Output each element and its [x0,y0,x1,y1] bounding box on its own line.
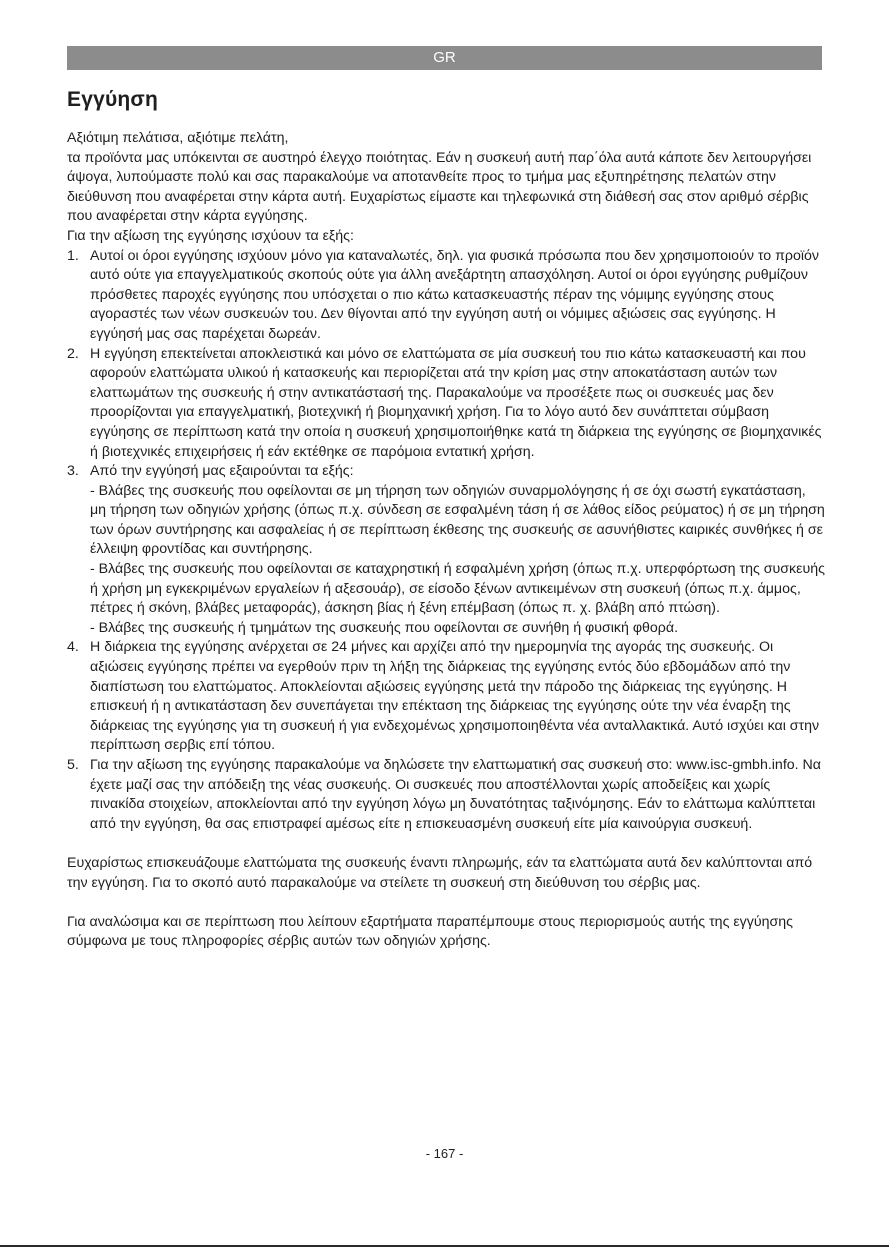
page-title: Εγγύηση [67,88,159,111]
item-text: Από την εγγύησή μας εξαιρούνται τα εξής: [90,463,354,480]
list-item [67,345,825,463]
consumables-paragraph: Για αναλώσιμα και σε περίπτωση που λείπουν εξαρτήματα παραπέμπουμε στους περιορισμούς αυτής της εγγύησης σύμφωνα με τους πληροφορίες σέρβις αυτών των οδηγιών χρήσης. [67,913,793,950]
exclusion-subitem: - Βλάβες της συσκευής ή τμημάτων της συσκευής που οφείλονται σε συνήθη ή φυσική φθορά. [90,619,679,636]
item-text: Για την αξίωση της εγγύησης παρακαλούμε να δηλώσετε την ελαττωματική σας συσκευή στο: www.isc-gmbh.info. Να έχετε μαζί σας την απόδειξη της νέας συσκευής. Οι συσκευές που αποστέλλονται χωρίς αποδείξεις και χωρίς πινακίδα στοιχείων, αποκλείονται από την εγγύηση λόγω μη δυνατότητας ταξινόμησης. Εάν το ελάττωμα καλύπτεται από την εγγύηση, θα σας επιστραφεί αμέσως είτε η επισκευασμένη συσκευή είτε μία καινούργια συσκευή. [90,757,821,832]
page-number: - 167 - [425,1146,464,1161]
item-number: 1. [67,247,79,264]
exclusion-subitem: - Βλάβες της συσκευής που οφείλονται σε καταχρηστική ή εσφαλμένη χρήση (όπως π.χ. υπερφόρτωση της συσκευής ή χρήση μη εγκεκριμένων εργαλείων ή αξεσουάρ), σε είσοδο ξένων αντικειμένων στη συσκευή (όπως π.χ. άμμος, πέτρες ή σκόνη, βλάβες μεταφοράς), άσκηση βίας ή ξένη επέμβαση (όπως π. χ. βλάβη από πτώση). [90,561,825,617]
item-text: Η εγγύηση επεκτείνεται αποκλειστικά και μόνο σε ελαττώματα σε μία συσκευή του πιο κάτω κατασκευαστή και που αφορούν ελαττώματα υλικού ή κατασκευής και περιορίζεται ατά την κρίση μας στην αποκατάσταση αυτών των ελαττωμάτων της συσκευής ή στην αντικατάστασή της. Παρακαλούμε να προσέξετε πως οι συσκευές μας δεν προορίζονται για επαγγελματική, βιοτεχνική ή βιομηχανική χρήση. Για το λόγο αυτό δεν συνάπτεται σύμβαση εγγύησης σε περίπτωση κατά την οποία η συσκευή χρησιμοποιήθηκε κατά τη διάρκεια της εγγύησης σε βιομηχανικές ή βιοτεχνικές επιχειρήσεις ή εάν εκτέθηκε σε παρόμοια εντατική χρήση. [90,345,822,460]
salutation: Αξιότιμη πελάτισα, αξιότιμε πελάτη, [67,130,289,146]
bottom-divider [0,1245,889,1247]
paid-repair-paragraph: Ευχαρίστως επισκευάζουμε ελαττώματα της συσκευής έναντι πληρωμής, εάν τα ελαττώματα αυτά δεν καλύπτονται από την εγγύηση. Για το σκοπό αυτό παρακαλούμε να στείλετε τη συσκευή στη διεύθυνση του σέρβις μας. [67,854,813,891]
warranty-text [67,129,825,952]
item-number: 5. [67,757,79,773]
list-item [67,638,825,756]
warranty-conditions-list [67,247,825,835]
list-item [67,247,825,345]
item-number: 4. [67,639,79,656]
item-text: Αυτοί οι όροι εγγύησης ισχύουν μόνο για καταναλωτές, δηλ. για φυσικά πρόσωπα που δεν χρησιμοποιούν το προϊόν αυτό ούτε για επαγγελματικούς σκοπούς ούτε για άλλη ανεξάρτητη απασχόληση. Αυτοί οι όροι εγγύησης ρυθμίζουν πρόσθετες παροχές εγγύησης που υπόσχεται ο πιο κάτω κατασκευαστής πέραν της νόμιμης εγγύησης στους αγοραστές των νέων συσκευών του. Δεν θίγονται από την εγγύηση αυτή οι νόμιμες αξιώσεις σας εγγύησης. Η εγγύησή μας σας παρέχεται δωρεάν. [90,247,819,342]
conditions-lead: Για την αξίωση της εγγύησης ισχύουν τα εξής: [67,227,354,244]
item-number: 3. [67,463,79,480]
list-item [67,462,825,638]
language-header-bar: GR [67,46,822,70]
item-text: Η διάρκεια της εγγύησης ανέρχεται σε 24 μήνες και αρχίζει από την ημερομηνία της αγοράς της συσκευής. Οι αξιώσεις εγγύησης πρέπει να εγερθούν πριν τη λήξη της διάρκειας της εγγύησης εντός δύο εβδομάδων από την διαπίστωση του ελαττώματος. Αποκλείονται αξιώσεις εγγύησης μετά την πάροδο της διάρκειας της εγγύησης. Η επισκευή ή η αντικατάσταση δεν συνεπάγεται την επέκταση της διάρκειας της εγγύησης ούτε την νέα έναρξη της διάρκειας της εγγύησης για τη συσκευή ή για ενδεχομένως χρησιμοποιηθέντα νέα ανταλλακτικά. Αυτό ισχύει και στην περίπτωση σερβις επί τόπου. [90,639,820,754]
exclusion-subitem: - Βλάβες της συσκευής που οφείλονται σε μη τήρηση των οδηγιών συναρμολόγησης ή σε όχι σωστή εγκατάσταση, μη τήρηση των οδηγιών χρήσης (όπως π.χ. σύνδεση σε εσφαλμένη τάση ή σε λάθος είδος ρεύματος) ή σε μη τήρηση των όρων συντήρησης και ασφαλείας ή σε περίπτωση έκθεσης της συσκευής σε ασυνήθιστες καιρικές συνθήκες ή σε έλλειψη φροντίδας και συντήρησης. [90,482,825,558]
item-number: 2. [67,345,79,362]
intro-paragraph: τα προϊόντα μας υπόκεινται σε αυστηρό έλεγχο ποιότητας. Εάν η συσκευή αυτή παρ΄όλα αυτά κάποτε δεν λειτουργήσει άψογα, λυπούμαστε πολύ και σας παρακαλούμε να αποτανθείτε προς το τμήμα μας εξυπηρέτησης πελατών στην διεύθυνση που αναφέρεται στην κάρτα αυτή. Ευχαρίστως είμαστε και τηλεφωνικά στη διάθεσή σας στον αριθμό σέρβις που αναφέρεται στην κάρτα εγγύησης. [67,149,812,225]
list-item [67,756,825,834]
